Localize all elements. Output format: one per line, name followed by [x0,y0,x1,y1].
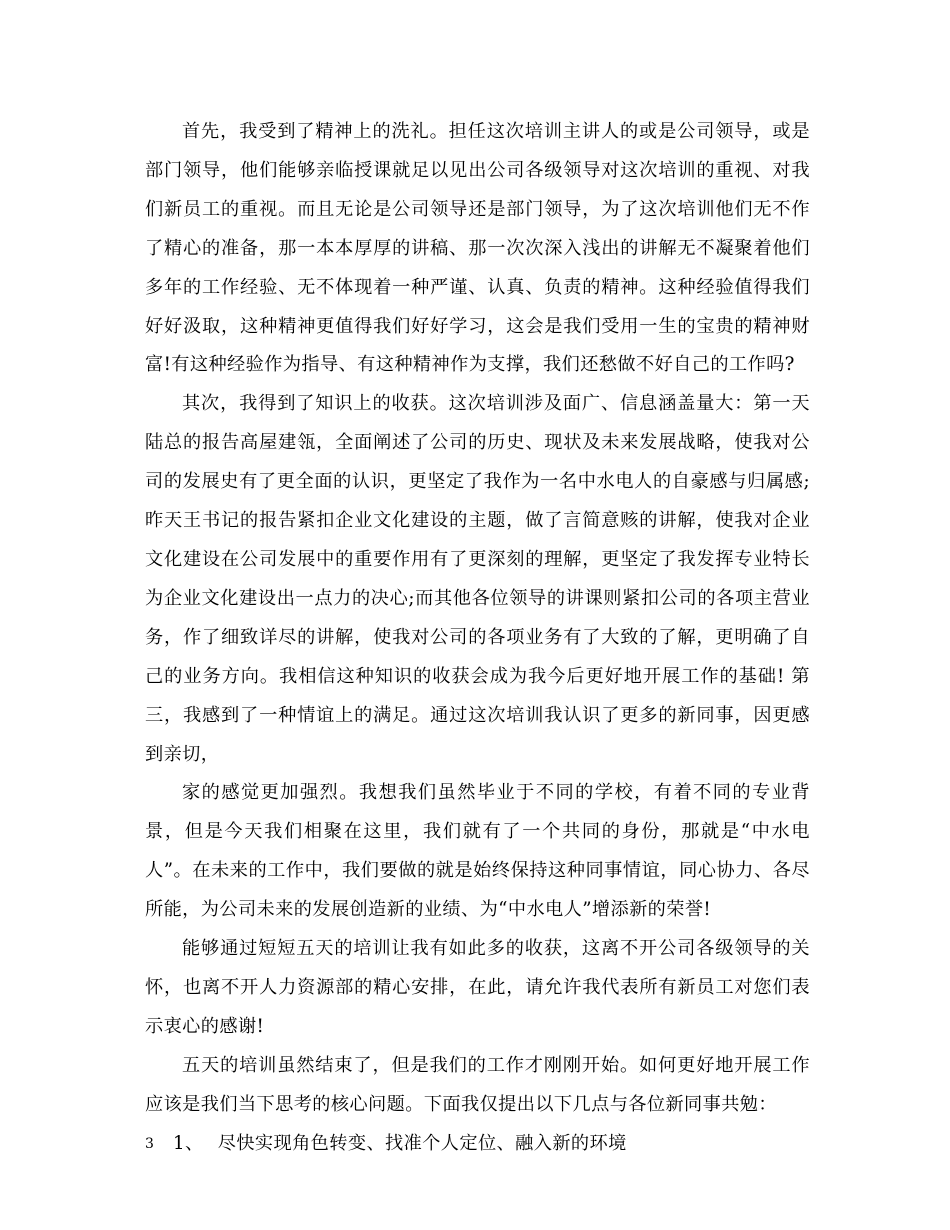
paragraph-5: 五天的培训虽然结束了，但是我们的工作才刚刚开始。如何更好地开展工作应该是我们当下思考的核心问题。下面我仅提出以下几点与各位新同事共勉： [145,1054,810,1115]
list-item-1: 1、 尽快实现角色转变、找准个人定位、融入新的环境 [173,1132,627,1154]
page-number: 3 [145,1136,154,1152]
paragraph-3: 家的感觉更加强烈。我想我们虽然毕业于不同的学校，有着不同的专业背景，但是今天我们相聚在这里，我们就有了一个共同的身份，那就是“中水电人”。在未来的工作中，我们要做的就是始终保持这种同事情谊，同心协力、各尽所能，为公司未来的发展创造新的业绩、为“中水电人”增添新的荣誉! [145,782,810,921]
paragraph-4: 能够通过短短五天的培训让我有如此多的收获，这离不开公司各级领导的关怀，也离不开人力资源部的精心安排，在此，请允许我代表所有新员工对您们表示衷心的感谢! [145,938,810,1037]
paragraph-1: 首先，我受到了精神上的洗礼。担任这次培训主讲人的或是公司领导，或是部门领导，他们能够亲临授课就足以见出公司各级领导对这次培训的重视、对我们新员工的重视。而且无论是公司领导还是部门领导，为了这次培训他们无不作了精心的准备，那一本本厚厚的讲稿、那一次次深入浅出的讲解无不凝聚着他们多年的工作经验、无不体现着一种严谨、认真、负责的精神。这种经验值得我们好好汲取，这种精神更值得我们好好学习，这会是我们受用一生的宝贵的精神财富!有这种经验作为指导、有这种精神作为支撑，我们还愁做不好自己的工作吗? [145,121,810,376]
document-body [145,113,810,1163]
paragraph-2: 其次，我得到了知识上的收获。这次培训涉及面广、信息涵盖量大：第一天陆总的报告高屋建瓴，全面阐述了公司的历史、现状及未来发展战略，使我对公司的发展史有了更全面的认识，更坚定了我作为一名中水电人的自豪感与归属感;昨天王书记的报告紧扣企业文化建设的主题，做了言简意赅的讲解，使我对企业文化建设在公司发展中的重要作用有了更深刻的理解，更坚定了我发挥专业特长为企业文化建设出一点力的决心;而其他各位领导的讲课则紧扣公司的各项主营业务，作了细致详尽的讲解，使我对公司的各项业务有了大致的了解，更明确了自己的业务方向。我相信这种知识的收获会成为我今后更好地开展工作的基础! 第三，我感到了一种情谊上的满足。通过这次培训我认识了更多的新同事，因更感到亲切， [145,393,810,765]
